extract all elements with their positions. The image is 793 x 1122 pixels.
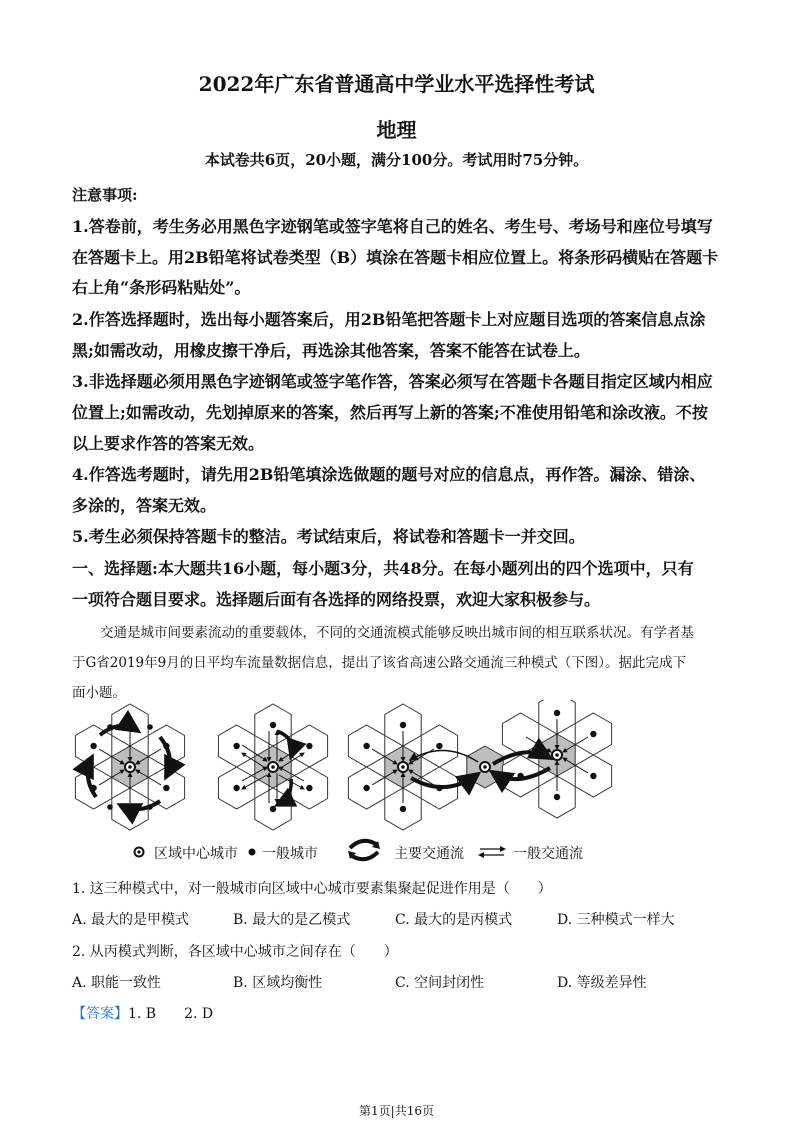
answer-text: 1. B 2. D (128, 1006, 214, 1022)
notice-line: 以上要求作答的答案无效。 (72, 434, 265, 453)
notice-heading: 注意事项: (72, 186, 138, 204)
notice-line: 3.非选择题必须用黑色字迹钢笔或签字笔作答，答案必须写在答题卡各题目指定区域内相应 (72, 372, 713, 391)
subject-title: 地理 (376, 118, 417, 142)
pattern-c (348, 700, 611, 830)
question-2-option-b[interactable]: B. 区域均衡性 (233, 975, 323, 991)
general-flow-symbol (476, 842, 508, 862)
question-1-option-b[interactable]: B. 最大的是乙模式 (233, 912, 351, 928)
pattern-a (75, 704, 184, 830)
legend-general-flow: 一般交通流 (513, 846, 583, 862)
notice-line: 右上角“条形码粘贴处”。 (72, 278, 251, 297)
legend-main-flow: 主要交通流 (394, 846, 464, 862)
exam-title: 2022年广东省普通高中学业水平选择性考试 (198, 72, 595, 96)
question-1-option-a[interactable]: A. 最大的是甲模式 (72, 912, 190, 928)
notice-line: 2.作答选择题时，选出每小题答案后，用2B铅笔把答题卡上对应题目选项的答案信息点涂 (72, 310, 706, 329)
question-2-option-c[interactable]: C. 空间封闭性 (395, 975, 485, 991)
pattern-b (218, 704, 327, 830)
question-2-stem: 2. 从丙模式判断，各区域中心城市之间存在（ ） (72, 944, 398, 960)
notice-line: 在答题卡上。用2B铅笔将试卷类型（B）填涂在答题卡相应位置上。将条形码横贴在答题卡 (72, 248, 719, 267)
notice-line: 位置上;如需改动，先划掉原来的答案，然后再写上新的答案;不准使用铅笔和涂改液。不按 (72, 403, 708, 422)
answer-line (72, 1003, 213, 1023)
question-2-option-d[interactable]: D. 等级差异性 (557, 975, 647, 991)
notice-line: 多涂的，答案无效。 (72, 496, 217, 515)
passage-line: 面小题。 (72, 685, 126, 701)
question-1-option-d[interactable]: D. 三种模式一样大 (557, 912, 675, 928)
exam-info: 本试卷共6页，20小题，满分100分。考试用时75分钟。 (204, 151, 589, 169)
center-city-symbol (128, 842, 150, 862)
answer-tag: 【答案】 (72, 1006, 128, 1022)
notice-line: 5.考生必须保持答题卡的整洁。考试结束后，将试卷和答题卡一并交回。 (72, 527, 585, 546)
general-city-symbol (244, 842, 260, 862)
notice-line: 4.作答选考题时，请先用2B铅笔填涂选做题的题号对应的信息点，再作答。漏涂、错涂、 (72, 465, 706, 484)
notice-line: 黑;如需改动，用橡皮擦干净后，再选涂其他答案，答案不能答在试卷上。 (72, 341, 590, 360)
question-2-option-a[interactable]: A. 职能一致性 (72, 975, 162, 991)
notice-line: 1.答卷前，考生务必用黑色字迹钢笔或签字笔将自己的姓名、考生号、考场号和座位号填写 (72, 217, 713, 236)
page-footer: 第1页|共16页 (359, 1104, 434, 1118)
passage-line: 交通是城市间要素流动的重要载体，不同的交通流模式能够反映出城市间的相互联系状况。有学者基 (100, 625, 694, 641)
question-1-stem: 1. 这三种模式中，对一般城市向区域中心城市要素集聚起促进作用是（ ） (72, 881, 552, 897)
passage-line: 于G省2019年9月的日平均车流量数据信息，提出了该省高速公路交通流三种模式（下图）。据此完成下 (72, 655, 686, 671)
main-flow-symbol (344, 836, 384, 864)
section-heading-cont: 一项符合题目要求。选择题后面有各选择的网络投票，欢迎大家积极参与。 (72, 590, 601, 609)
legend-center-city: 区域中心城市 (154, 846, 238, 862)
section-heading: 一、选择题:本大题共16小题，每小题3分，共48分。在每小题列出的四个选项中，只有 (72, 559, 694, 578)
legend-general-city: 一般城市 (262, 846, 318, 862)
question-1-option-c[interactable]: C. 最大的是丙模式 (395, 912, 513, 928)
